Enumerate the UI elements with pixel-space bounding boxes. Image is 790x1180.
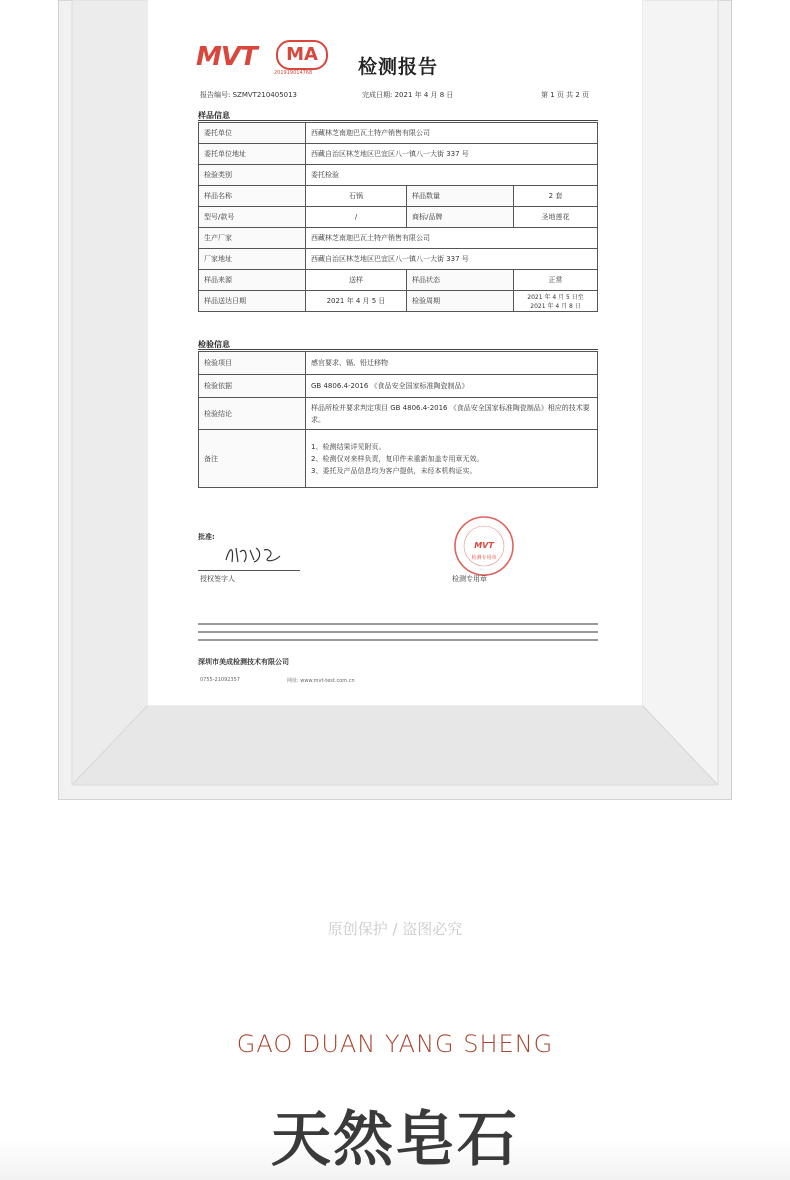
cell-label: 检验类别 <box>199 165 306 186</box>
fine-print-line <box>198 631 598 633</box>
cell-value: 正常 <box>514 270 598 291</box>
fine-print-line <box>198 639 598 641</box>
cell-label: 检验结论 <box>199 398 306 430</box>
cell-value: 2021 年 4 月 5 日 <box>306 291 407 312</box>
cell-value: 石锅 <box>306 186 407 207</box>
report-title: 检测报告 <box>358 56 439 78</box>
footer-web: 网址: www.mvt-test.com.cn <box>287 678 355 684</box>
cell-value: 西藏林芝南迦巴瓦土特产销售有限公司 <box>306 228 598 249</box>
chinese-heading: 天然皂石 <box>271 1105 519 1175</box>
cell-label: 样品名称 <box>199 186 306 207</box>
table-row <box>199 249 598 270</box>
sample-table <box>198 122 598 312</box>
cell-label: 生产厂家 <box>199 228 306 249</box>
cell-value: / <box>306 207 407 228</box>
remarks-cell <box>306 430 598 488</box>
cell-value: 2021 年 4 月 5 日至 2021 年 4 月 8 日 <box>514 291 598 312</box>
remark-line: 2、检测仅对来样负责，复印件未重新加盖专用章无效。 <box>311 454 484 463</box>
sample-section-title: 样品信息 <box>198 111 230 120</box>
copyright-notice: 原创保护 / 盗图必究 <box>327 920 463 938</box>
stamp-label: 检测专用章 <box>452 575 487 583</box>
approve-label: 批准: <box>198 533 215 541</box>
complete-date: 完成日期: 2021 年 4 月 8 日 <box>362 91 454 99</box>
inspect-section-title: 检验信息 <box>198 340 230 349</box>
cell-value: 西藏自治区林芝地区巴宜区八一镇八一大街 337 号 <box>306 249 598 270</box>
footer-phone: 0755-21092357 <box>200 677 240 683</box>
table-row <box>199 144 598 165</box>
table-row <box>199 165 598 186</box>
report-number: 报告编号: SZMVT210405013 <box>200 91 298 99</box>
signer-label: 授权签字人 <box>200 575 235 583</box>
inspect-table <box>198 351 598 488</box>
mvt-logo: MVT <box>196 42 257 72</box>
cell-label: 检验周期 <box>407 291 514 312</box>
cell-value: 送样 <box>306 270 407 291</box>
cell-value: 委托检验 <box>306 165 598 186</box>
cell-label: 样品送达日期 <box>199 291 306 312</box>
table-row <box>199 186 598 207</box>
cell-label: 样品数量 <box>407 186 514 207</box>
cell-label: 备注 <box>199 430 306 488</box>
cell-value: GB 4806.4-2016 《食品安全国家标准陶瓷制品》 <box>306 375 598 398</box>
cma-logo: MA <box>276 40 328 70</box>
cell-value: 西藏自治区林芝地区巴宜区八一镇八一大街 337 号 <box>306 144 598 165</box>
cell-label: 商标/品牌 <box>407 207 514 228</box>
cell-value: 西藏林芝南迦巴瓦土特产销售有限公司 <box>306 123 598 144</box>
cell-label: 委托单位 <box>199 123 306 144</box>
table-row <box>199 123 598 144</box>
remark-line: 1、检测结果详见附页。 <box>311 442 386 451</box>
cell-label: 检验依据 <box>199 375 306 398</box>
company-name: 深圳市美成检测技术有限公司 <box>198 658 289 666</box>
cell-label: 样品来源 <box>199 270 306 291</box>
cell-label: 样品状态 <box>407 270 514 291</box>
page-number: 第 1 页 共 2 页 <box>541 91 590 99</box>
stamp-brand: MVT <box>474 541 494 550</box>
cell-value: 圣地莲花 <box>514 207 598 228</box>
cell-value: 样品所检并要求判定项目 GB 4806.4-2016 《食品安全国家标准陶瓷制品》相应的技术要求。 <box>306 398 598 430</box>
stamp-text: 检测专用章 <box>471 555 497 561</box>
official-stamp <box>444 512 524 576</box>
table-row <box>199 228 598 249</box>
table-row <box>199 375 598 398</box>
cell-value: 2 套 <box>514 186 598 207</box>
cell-value: 感官要求、镉、铅迁移物 <box>306 352 598 375</box>
divider <box>198 349 598 350</box>
cell-label: 厂家地址 <box>199 249 306 270</box>
cell-label: 检验项目 <box>199 352 306 375</box>
table-row <box>199 398 598 430</box>
table-row <box>199 291 598 312</box>
signature-line <box>198 570 300 571</box>
cma-code: 201919014768 <box>274 70 313 76</box>
cell-label: 委托单位地址 <box>199 144 306 165</box>
cell-label: 型号/款号 <box>199 207 306 228</box>
divider <box>198 120 598 121</box>
table-row <box>199 270 598 291</box>
table-row <box>199 430 598 488</box>
table-row <box>199 352 598 375</box>
fine-print-line <box>198 623 598 625</box>
english-heading: GAO DUAN YANG SHENG <box>236 1030 554 1058</box>
handwritten-signature <box>224 542 284 566</box>
remark-line: 3、委托及产品信息均为客户提供，未经本机构证实。 <box>311 466 477 475</box>
table-row <box>199 207 598 228</box>
